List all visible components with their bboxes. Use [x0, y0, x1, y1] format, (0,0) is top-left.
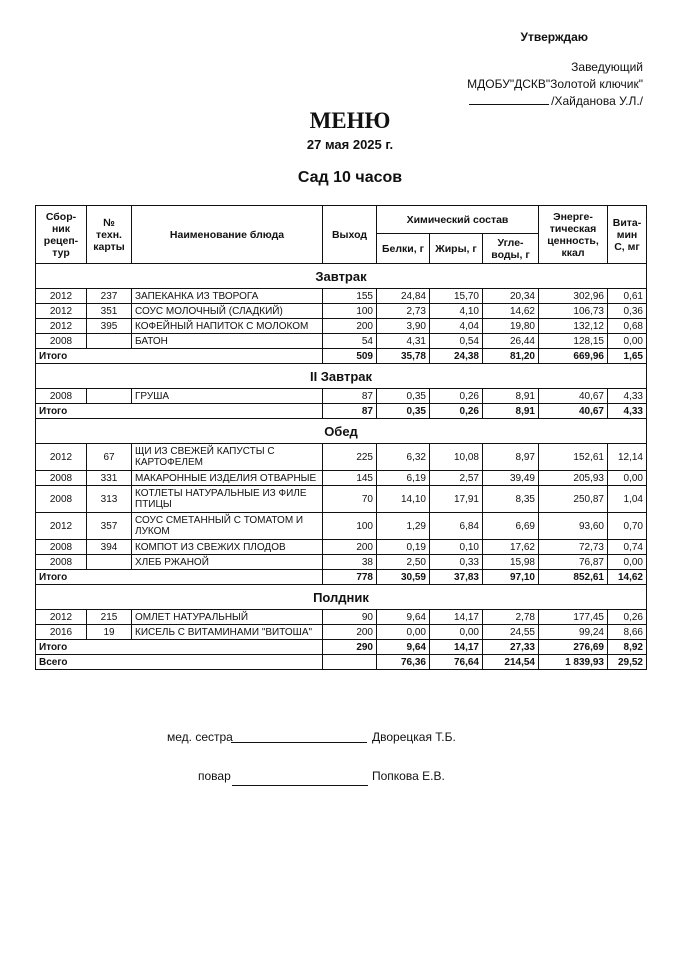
cell-collection: 2008 [36, 486, 87, 513]
cell-energy: 72,73 [539, 540, 608, 555]
menu-table [35, 205, 647, 670]
cell-energy: 669,96 [539, 349, 608, 364]
cell-yield: 54 [323, 334, 377, 349]
cell-protein: 6,19 [377, 471, 430, 486]
cell-energy: 40,67 [539, 389, 608, 404]
cell-protein: 6,32 [377, 444, 430, 471]
approval-heading: Утверждаю [520, 30, 588, 44]
cell-carbs: 97,10 [483, 570, 539, 585]
header-card: № техн. карты [87, 206, 132, 264]
table-row [36, 625, 647, 640]
table-row [36, 289, 647, 304]
cell-fat: 0,00 [430, 625, 483, 640]
header-protein: Белки, г [377, 234, 430, 264]
cell-dish: КОФЕЙНЫЙ НАПИТОК С МОЛОКОМ [132, 319, 323, 334]
cell-vitamin: 12,14 [608, 444, 647, 471]
cell-protein: 24,84 [377, 289, 430, 304]
cell-dish: ОМЛЕТ НАТУРАЛЬНЫЙ [132, 610, 323, 625]
total-row [36, 349, 647, 364]
cell-yield: 778 [323, 570, 377, 585]
header-collection: Сбор-ник рецеп-тур [36, 206, 87, 264]
cell-carbs: 39,49 [483, 471, 539, 486]
cell-protein: 4,31 [377, 334, 430, 349]
total-row [36, 570, 647, 585]
cell-vitamin: 1,04 [608, 486, 647, 513]
signature-name: Дворецкая Т.Б. [372, 730, 456, 744]
cell-energy: 128,15 [539, 334, 608, 349]
cell-yield: 290 [323, 640, 377, 655]
cell-protein: 2,73 [377, 304, 430, 319]
signature-name: Попкова Е.В. [372, 769, 445, 783]
cell-vitamin: 0,36 [608, 304, 647, 319]
cell-carbs: 14,62 [483, 304, 539, 319]
cell-collection: 2008 [36, 540, 87, 555]
section-title: Полдник [36, 585, 647, 610]
cell-dish: КОМПОТ ИЗ СВЕЖИХ ПЛОДОВ [132, 540, 323, 555]
cell-energy: 40,67 [539, 404, 608, 419]
cell-carbs: 8,91 [483, 389, 539, 404]
cell-protein: 9,64 [377, 640, 430, 655]
cell-protein: 35,78 [377, 349, 430, 364]
cell-energy: 177,45 [539, 610, 608, 625]
cell-card: 237 [87, 289, 132, 304]
cell-vitamin: 0,26 [608, 610, 647, 625]
cell-dish: КИСЕЛЬ С ВИТАМИНАМИ "ВИТОША" [132, 625, 323, 640]
section-title: II Завтрак [36, 364, 647, 389]
page-title: МЕНЮ [309, 108, 391, 133]
cell-energy: 302,96 [539, 289, 608, 304]
total-label: Итого [36, 404, 323, 419]
cell-protein: 0,35 [377, 389, 430, 404]
cell-protein: 0,19 [377, 540, 430, 555]
cell-collection: 2016 [36, 625, 87, 640]
total-label: Итого [36, 640, 323, 655]
header-yield: Выход [323, 206, 377, 264]
cell-carbs: 8,91 [483, 404, 539, 419]
menu-date: 27 мая 2025 г. [306, 137, 394, 152]
cell-energy: 1 839,93 [539, 655, 608, 670]
cell-yield: 38 [323, 555, 377, 570]
cell-dish: СОУС СМЕТАННЫЙ С ТОМАТОМ И ЛУКОМ [132, 513, 323, 540]
signature-role: повар [198, 769, 231, 783]
cell-fat: 0,26 [430, 404, 483, 419]
approval-org: МДОБУ"ДСКВ"Золотой ключик" [467, 77, 643, 91]
cell-yield: 87 [323, 404, 377, 419]
cell-protein: 76,36 [377, 655, 430, 670]
cell-energy: 76,87 [539, 555, 608, 570]
cell-energy: 132,12 [539, 319, 608, 334]
cell-fat: 37,83 [430, 570, 483, 585]
cell-vitamin: 4,33 [608, 404, 647, 419]
signature-line [232, 785, 368, 786]
table-row [36, 486, 647, 513]
cell-carbs: 8,35 [483, 486, 539, 513]
cell-protein: 0,35 [377, 404, 430, 419]
cell-vitamin: 0,74 [608, 540, 647, 555]
header-energy: Энерге-тическая ценность, ккал [539, 206, 608, 264]
total-label: Итого [36, 570, 323, 585]
menu-body [36, 264, 647, 670]
cell-protein: 1,29 [377, 513, 430, 540]
cell-fat: 17,91 [430, 486, 483, 513]
cell-yield: 200 [323, 625, 377, 640]
cell-energy: 152,61 [539, 444, 608, 471]
cell-carbs: 26,44 [483, 334, 539, 349]
cell-carbs: 8,97 [483, 444, 539, 471]
cell-card [87, 389, 132, 404]
cell-collection: 2008 [36, 334, 87, 349]
total-row [36, 404, 647, 419]
cell-fat: 4,10 [430, 304, 483, 319]
header-fat: Жиры, г [430, 234, 483, 264]
signature-line [231, 742, 367, 743]
signature-nurse [167, 730, 467, 748]
header-carbs: Угле-воды, г [483, 234, 539, 264]
approval-block [467, 59, 643, 110]
cell-carbs: 20,34 [483, 289, 539, 304]
table-row [36, 471, 647, 486]
cell-vitamin: 29,52 [608, 655, 647, 670]
cell-collection: 2008 [36, 389, 87, 404]
cell-dish: МАКАРОННЫЕ ИЗДЕЛИЯ ОТВАРНЫЕ [132, 471, 323, 486]
cell-yield: 200 [323, 540, 377, 555]
cell-fat: 0,26 [430, 389, 483, 404]
table-row [36, 319, 647, 334]
header-dish: Наименование блюда [132, 206, 323, 264]
cell-energy: 250,87 [539, 486, 608, 513]
cell-card [87, 555, 132, 570]
cell-collection: 2012 [36, 304, 87, 319]
cell-energy: 276,69 [539, 640, 608, 655]
cell-protein: 2,50 [377, 555, 430, 570]
cell-yield: 145 [323, 471, 377, 486]
cell-card: 19 [87, 625, 132, 640]
section-title: Обед [36, 419, 647, 444]
table-row [36, 610, 647, 625]
cell-dish: ХЛЕБ РЖАНОЙ [132, 555, 323, 570]
cell-yield: 200 [323, 319, 377, 334]
cell-card: 394 [87, 540, 132, 555]
cell-fat: 2,57 [430, 471, 483, 486]
cell-fat: 0,54 [430, 334, 483, 349]
cell-dish: КОТЛЕТЫ НАТУРАЛЬНЫЕ ИЗ ФИЛЕ ПТИЦЫ [132, 486, 323, 513]
cell-dish: ГРУША [132, 389, 323, 404]
cell-yield: 509 [323, 349, 377, 364]
cell-carbs: 214,54 [483, 655, 539, 670]
cell-fat: 6,84 [430, 513, 483, 540]
table-row [36, 513, 647, 540]
signature-cook [198, 769, 468, 787]
cell-fat: 14,17 [430, 610, 483, 625]
cell-fat: 0,33 [430, 555, 483, 570]
cell-energy: 852,61 [539, 570, 608, 585]
cell-carbs: 27,33 [483, 640, 539, 655]
table-row [36, 389, 647, 404]
cell-fat: 76,64 [430, 655, 483, 670]
cell-carbs: 2,78 [483, 610, 539, 625]
cell-protein: 3,90 [377, 319, 430, 334]
table-row [36, 334, 647, 349]
cell-collection: 2012 [36, 610, 87, 625]
cell-vitamin: 0,00 [608, 555, 647, 570]
cell-fat: 14,17 [430, 640, 483, 655]
cell-vitamin: 0,61 [608, 289, 647, 304]
section-row [36, 264, 647, 289]
cell-carbs: 15,98 [483, 555, 539, 570]
approval-signature-line [469, 93, 549, 105]
section-row [36, 419, 647, 444]
cell-vitamin: 0,00 [608, 334, 647, 349]
total-label: Итого [36, 349, 323, 364]
cell-card: 351 [87, 304, 132, 319]
cell-vitamin: 0,68 [608, 319, 647, 334]
cell-carbs: 6,69 [483, 513, 539, 540]
cell-dish: ЗАПЕКАНКА ИЗ ТВОРОГА [132, 289, 323, 304]
cell-vitamin: 8,66 [608, 625, 647, 640]
cell-card: 313 [87, 486, 132, 513]
table-row [36, 444, 647, 471]
cell-card: 395 [87, 319, 132, 334]
cell-collection: 2012 [36, 289, 87, 304]
cell-energy: 205,93 [539, 471, 608, 486]
header-chem: Химический состав [377, 206, 539, 234]
approval-name: /Хайданова У.Л./ [551, 94, 643, 108]
cell-carbs: 81,20 [483, 349, 539, 364]
table-row [36, 304, 647, 319]
cell-yield: 90 [323, 610, 377, 625]
cell-fat: 10,08 [430, 444, 483, 471]
cell-card: 357 [87, 513, 132, 540]
cell-dish: СОУС МОЛОЧНЫЙ (СЛАДКИЙ) [132, 304, 323, 319]
header-vitamin: Вита-мин С, мг [608, 206, 647, 264]
cell-fat: 4,04 [430, 319, 483, 334]
section-title: Завтрак [36, 264, 647, 289]
approval-position: Заведующий [571, 60, 643, 74]
cell-yield: 225 [323, 444, 377, 471]
cell-protein: 30,59 [377, 570, 430, 585]
table-row [36, 555, 647, 570]
cell-yield: 87 [323, 389, 377, 404]
cell-card [87, 334, 132, 349]
cell-protein: 9,64 [377, 610, 430, 625]
cell-vitamin: 1,65 [608, 349, 647, 364]
cell-card: 67 [87, 444, 132, 471]
cell-carbs: 17,62 [483, 540, 539, 555]
cell-yield: 100 [323, 513, 377, 540]
cell-yield: 70 [323, 486, 377, 513]
cell-energy: 106,73 [539, 304, 608, 319]
section-row [36, 585, 647, 610]
cell-yield [323, 655, 377, 670]
signature-role: мед. сестра [167, 730, 233, 744]
cell-card: 215 [87, 610, 132, 625]
cell-dish: БАТОН [132, 334, 323, 349]
table-row [36, 540, 647, 555]
total-row [36, 640, 647, 655]
cell-vitamin: 0,70 [608, 513, 647, 540]
grand-total-label: Всего [36, 655, 323, 670]
cell-yield: 100 [323, 304, 377, 319]
cell-energy: 93,60 [539, 513, 608, 540]
cell-vitamin: 8,92 [608, 640, 647, 655]
cell-fat: 24,38 [430, 349, 483, 364]
cell-collection: 2012 [36, 444, 87, 471]
cell-energy: 99,24 [539, 625, 608, 640]
cell-protein: 0,00 [377, 625, 430, 640]
cell-card: 331 [87, 471, 132, 486]
cell-collection: 2012 [36, 319, 87, 334]
cell-collection: 2008 [36, 471, 87, 486]
cell-protein: 14,10 [377, 486, 430, 513]
cell-vitamin: 0,00 [608, 471, 647, 486]
section-row [36, 364, 647, 389]
cell-fat: 15,70 [430, 289, 483, 304]
cell-vitamin: 14,62 [608, 570, 647, 585]
cell-vitamin: 4,33 [608, 389, 647, 404]
cell-fat: 0,10 [430, 540, 483, 555]
cell-yield: 155 [323, 289, 377, 304]
cell-carbs: 24,55 [483, 625, 539, 640]
cell-dish: ЩИ ИЗ СВЕЖЕЙ КАПУСТЫ С КАРТОФЕЛЕМ [132, 444, 323, 471]
cell-carbs: 19,80 [483, 319, 539, 334]
cell-collection: 2008 [36, 555, 87, 570]
grand-total-row [36, 655, 647, 670]
menu-subtitle: Сад 10 часов [297, 169, 403, 186]
cell-collection: 2012 [36, 513, 87, 540]
